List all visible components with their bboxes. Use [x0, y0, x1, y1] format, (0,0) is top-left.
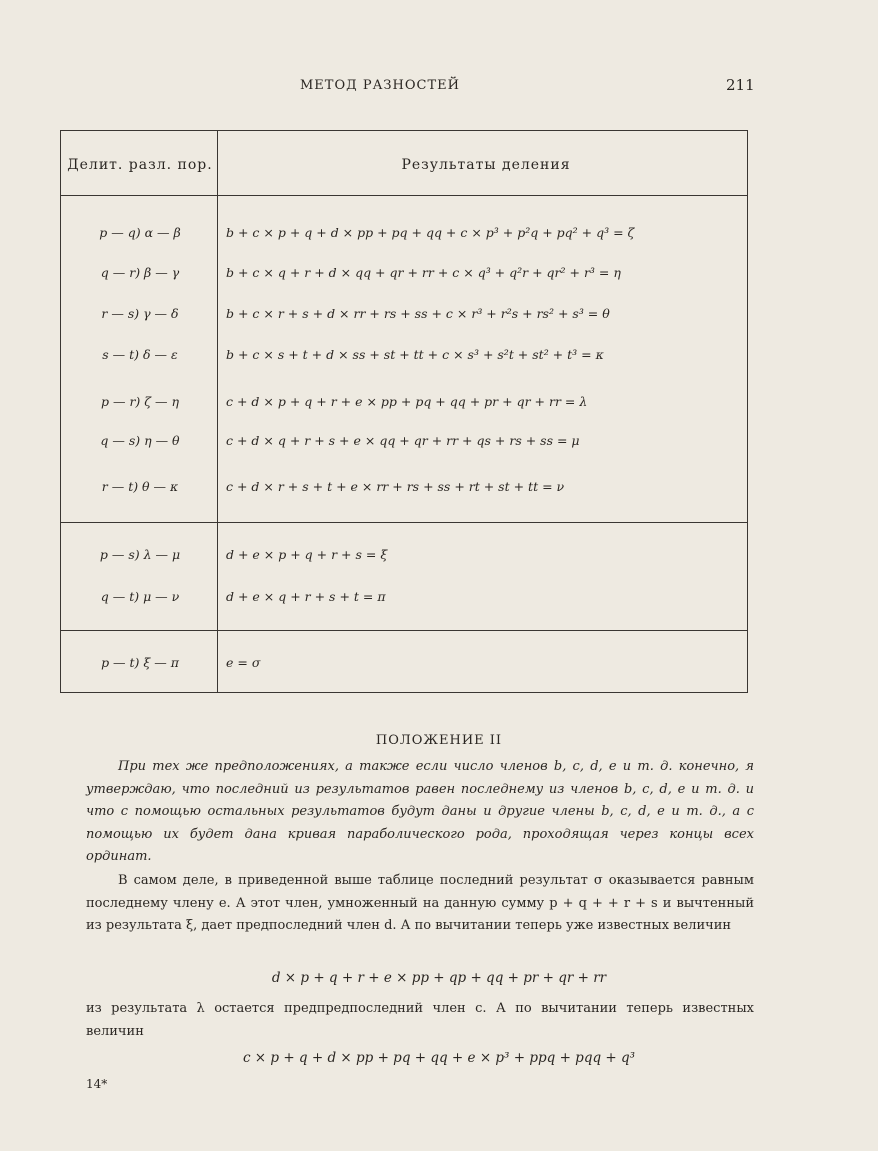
table-bottom-rule [60, 692, 748, 693]
column-header-results: Результаты деления [401, 157, 571, 173]
divisor-cell: q — s) η — θ [100, 433, 180, 448]
table-left-rule [60, 130, 61, 692]
table-group-rule [60, 522, 748, 523]
table-group-rule [60, 630, 748, 631]
statement-text: При тех же предположениях, а также если число членов b, c, d, e и т. д. конечно, я утверждаю, что последний из результатов равен последнему из членов b, c, d, e и т. д. и что с помощью остальных результатов будут даны и другие члены b, c, d, e и т. д., а с помощью их будет дана кривая параболического рода, проходящая через концы всех ординат. [86, 759, 754, 864]
divisor-cell: p — t) ξ — π [101, 655, 179, 670]
result-cell: e = σ [226, 655, 261, 670]
divisor-cell: r — s) γ — δ [101, 306, 179, 321]
result-cell: b + c × q + r + d × qq + qr + rr + c × q³ + q²r + qr² + r³ = η [226, 265, 621, 280]
result-cell: c + d × r + s + t + e × rr + rs + ss + rt + st + tt = ν [226, 479, 565, 494]
section-title: ПОЛОЖЕНИЕ II [375, 733, 503, 748]
result-cell: d + e × q + r + s + t = π [226, 589, 386, 604]
formula-1: d × p + q + r + e × pp + qp + qq + pr + qr + rr [271, 970, 607, 986]
proof-paragraph-2 [86, 998, 754, 1043]
result-cell: d + e × p + q + r + s = ξ [226, 547, 388, 562]
running-head [0, 78, 878, 100]
header-title: МЕТОД РАЗНОСТЕЙ [300, 78, 460, 93]
table-right-rule [747, 130, 748, 692]
proof-paragraph [86, 870, 754, 938]
result-cell: b + c × s + t + d × ss + st + tt + c × s³ + s²t + st² + t³ = κ [226, 347, 604, 362]
column-header-divisor: Делит. разл. пор. [67, 157, 213, 173]
divisor-cell: q — r) β — γ [100, 265, 180, 280]
divisor-cell: p — r) ζ — η [101, 394, 179, 409]
result-cell: c + d × q + r + s + e × qq + qr + rr + qs + rs + ss = μ [226, 433, 580, 448]
divisor-cell: p — s) λ — μ [99, 547, 181, 562]
table-top-rule [60, 130, 748, 131]
proof-text-2: из результата λ остается предпредпоследний член c. А по вычитании теперь известных величин [86, 1001, 754, 1039]
divisor-cell: q — t) μ — ν [100, 589, 180, 604]
page-number: 211 [726, 76, 755, 94]
formula-2: c × p + q + d × pp + pq + qq + e × p³ + ppq + pqq + q³ [242, 1050, 636, 1066]
divisor-cell: r — t) θ — κ [101, 479, 179, 494]
proof-text-1: В самом деле, в приведенной выше таблице последний результат σ оказывается равным последнему члену e. А этот член, умноженный на данную сумму p + q + + r + s и вычтенный из результата ξ, дает предпоследний член d. А по вычитании теперь уже известных величин [86, 873, 754, 933]
signature-mark: 14* [86, 1077, 108, 1091]
table-middle-rule [217, 130, 218, 692]
result-cell: b + c × p + q + d × pp + pq + qq + c × p³ + p²q + pq² + q³ = ζ [226, 225, 635, 240]
result-cell: c + d × p + q + r + e × pp + pq + qq + pr + qr + rr = λ [226, 394, 588, 409]
table-header-rule [60, 195, 748, 196]
divisor-cell: s — t) δ — ε [102, 347, 178, 362]
statement-paragraph [86, 756, 754, 869]
divisor-cell: p — q) α — β [99, 225, 181, 240]
result-cell: b + c × r + s + d × rr + rs + ss + c × r³ + r²s + rs² + s³ = θ [226, 306, 610, 321]
